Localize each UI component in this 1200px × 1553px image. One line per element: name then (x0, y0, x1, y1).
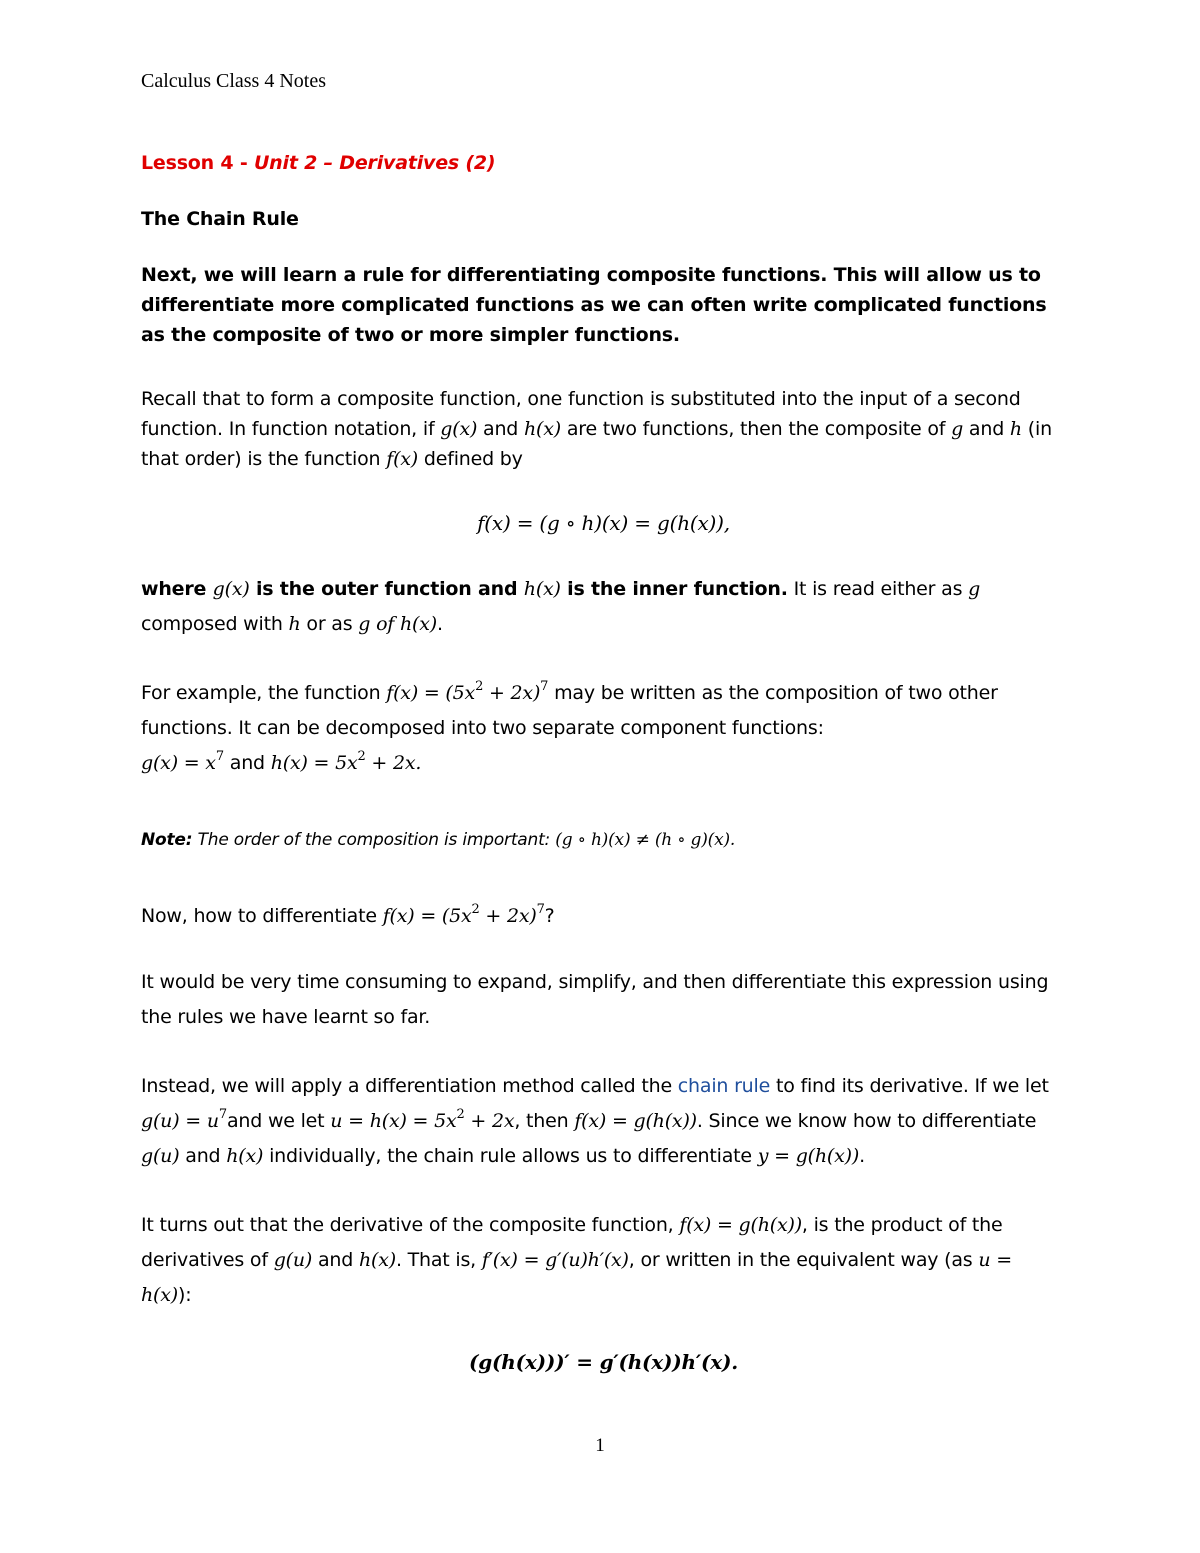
math-run: + 2x. (365, 752, 422, 774)
superscript: 2 (456, 1106, 465, 1122)
note-text: The order of the composition is important: (192, 830, 556, 850)
text-run: individually, the chain rule allows us to differentiate (263, 1145, 758, 1167)
superscript: 2 (475, 678, 484, 694)
text-run: Instead, we will apply a differentiation method called the (141, 1075, 678, 1097)
math-run: g(u) (273, 1249, 313, 1271)
math-run: u = h(x) = 5x (330, 1110, 457, 1132)
superscript: 7 (540, 678, 549, 694)
recall-paragraph (141, 384, 1066, 474)
math-run: g(x) = x (141, 752, 216, 774)
text-run: . (436, 613, 443, 635)
text-run: is the inner function. (560, 578, 788, 600)
math-run: + 2x) (483, 682, 541, 704)
text-run: and (312, 1249, 359, 1271)
math-run: y = g(h(x)) (757, 1145, 860, 1167)
text-run: For example, the function (141, 682, 387, 704)
math-run: g(x) (212, 578, 250, 600)
text-run: . That is, (395, 1249, 482, 1271)
math-run: h(x) (358, 1249, 396, 1271)
composite-definition-equation: f(x) = (g ∘ h)(x) = g(h(x)), (477, 511, 730, 535)
text-run: ): (177, 1284, 192, 1306)
math-run: u = h(x) (141, 1249, 1012, 1306)
turns-out-paragraph (141, 1208, 1066, 1313)
math-run: h(x) (523, 578, 561, 600)
note-label: Note: (141, 830, 193, 850)
superscript: 2 (357, 748, 366, 764)
text-run: composed with (141, 613, 289, 635)
note-paragraph (141, 825, 1066, 855)
text-run: is the outer function and (249, 578, 524, 600)
text-run: are two functions, then the composite of (561, 418, 952, 440)
intro-paragraph: Next, we will learn a rule for differentiating composite functions. This will allow us to differentiate more complicated functions as we can often write complicated functions as the composite of two or more simpler functions. (141, 264, 1047, 346)
superscript: 7 (215, 748, 224, 764)
superscript: 7 (218, 1106, 227, 1122)
text-run: and we let (226, 1110, 331, 1132)
text-run: It is read either as (787, 578, 969, 600)
math-run: g of h(x) (358, 613, 437, 635)
running-header: Calculus Class 4 Notes (141, 70, 326, 92)
chain-rule-equation: (g(h(x)))′ = g′(h(x))h′(x). (469, 1350, 738, 1374)
text-run: where (141, 578, 213, 600)
text-run: . (859, 1145, 865, 1167)
text-run: , is the product of the derivatives of (141, 1214, 1003, 1271)
text-run: It turns out that the derivative of the composite function, (141, 1214, 680, 1236)
math-run: h (288, 613, 301, 635)
document-body (141, 148, 1066, 1411)
question-paragraph (141, 901, 1066, 931)
text-run: , or written in the equivalent way (as (628, 1249, 979, 1271)
math-run: f′(x) = g′(u)h′(x) (481, 1249, 629, 1271)
example-paragraph (141, 676, 1066, 781)
math-run: (g ∘ h)(x) ≠ (h ∘ g)(x). (555, 830, 736, 850)
math-run: g(u) (141, 1145, 180, 1167)
chain-rule-link[interactable]: chain rule (677, 1075, 771, 1097)
text-run: Recall that to form a composite function, one function is substituted into the input of a second function. In function notation, if (141, 388, 1021, 440)
text-run: Now, how to differentiate (141, 905, 383, 927)
math-run: + 2x) (479, 905, 537, 927)
math-run: g (951, 418, 964, 440)
math-run: f(x) (386, 448, 419, 470)
math-run: g(u) = u (141, 1110, 219, 1132)
expand-paragraph: It would be very time consuming to expand, simplify, and then differentiate this expression using the rules we have learnt so far. (141, 971, 1049, 1028)
text-run: or as (300, 613, 359, 635)
math-run: g(x) (440, 418, 478, 440)
lesson-title-unit: Unit 2 – Derivatives (2) (253, 152, 496, 174)
lesson-title-prefix: Lesson 4 - (141, 152, 254, 174)
math-run: f(x) = g(h(x)) (574, 1110, 697, 1132)
text-run: may be written as the composition of two other functions. It can be decomposed into two separate component functions: (141, 682, 998, 739)
text-run: and (477, 418, 525, 440)
text-run: defined by (418, 448, 523, 470)
math-run: g (968, 578, 981, 600)
instead-paragraph (141, 1069, 1066, 1174)
math-run: h(x) (226, 1145, 264, 1167)
section-title: The Chain Rule (141, 208, 299, 230)
where-paragraph (141, 572, 1066, 642)
math-run: h(x) (524, 418, 561, 440)
text-run: , then (514, 1110, 575, 1132)
superscript: 2 (471, 901, 480, 917)
text-run: and (963, 418, 1010, 440)
text-run: to find its derivative. If we let (770, 1075, 1049, 1097)
math-run: h(x) = 5x (270, 752, 358, 774)
math-run: f(x) = (5x (382, 905, 472, 927)
text-run: and (223, 752, 271, 774)
math-run: f(x) = (5x (386, 682, 476, 704)
text-run: (in that order) is the function (141, 418, 1052, 470)
page-number: 1 (595, 1435, 605, 1456)
superscript: 7 (536, 901, 545, 917)
text-run: and (179, 1145, 227, 1167)
lesson-title (141, 148, 1066, 178)
math-run: + 2x (464, 1110, 515, 1132)
math-run: f(x) = g(h(x)) (679, 1214, 802, 1236)
math-run: h (1009, 418, 1022, 440)
text-run: ? (544, 905, 555, 927)
text-run: . Since we know how to differentiate (696, 1110, 1037, 1132)
